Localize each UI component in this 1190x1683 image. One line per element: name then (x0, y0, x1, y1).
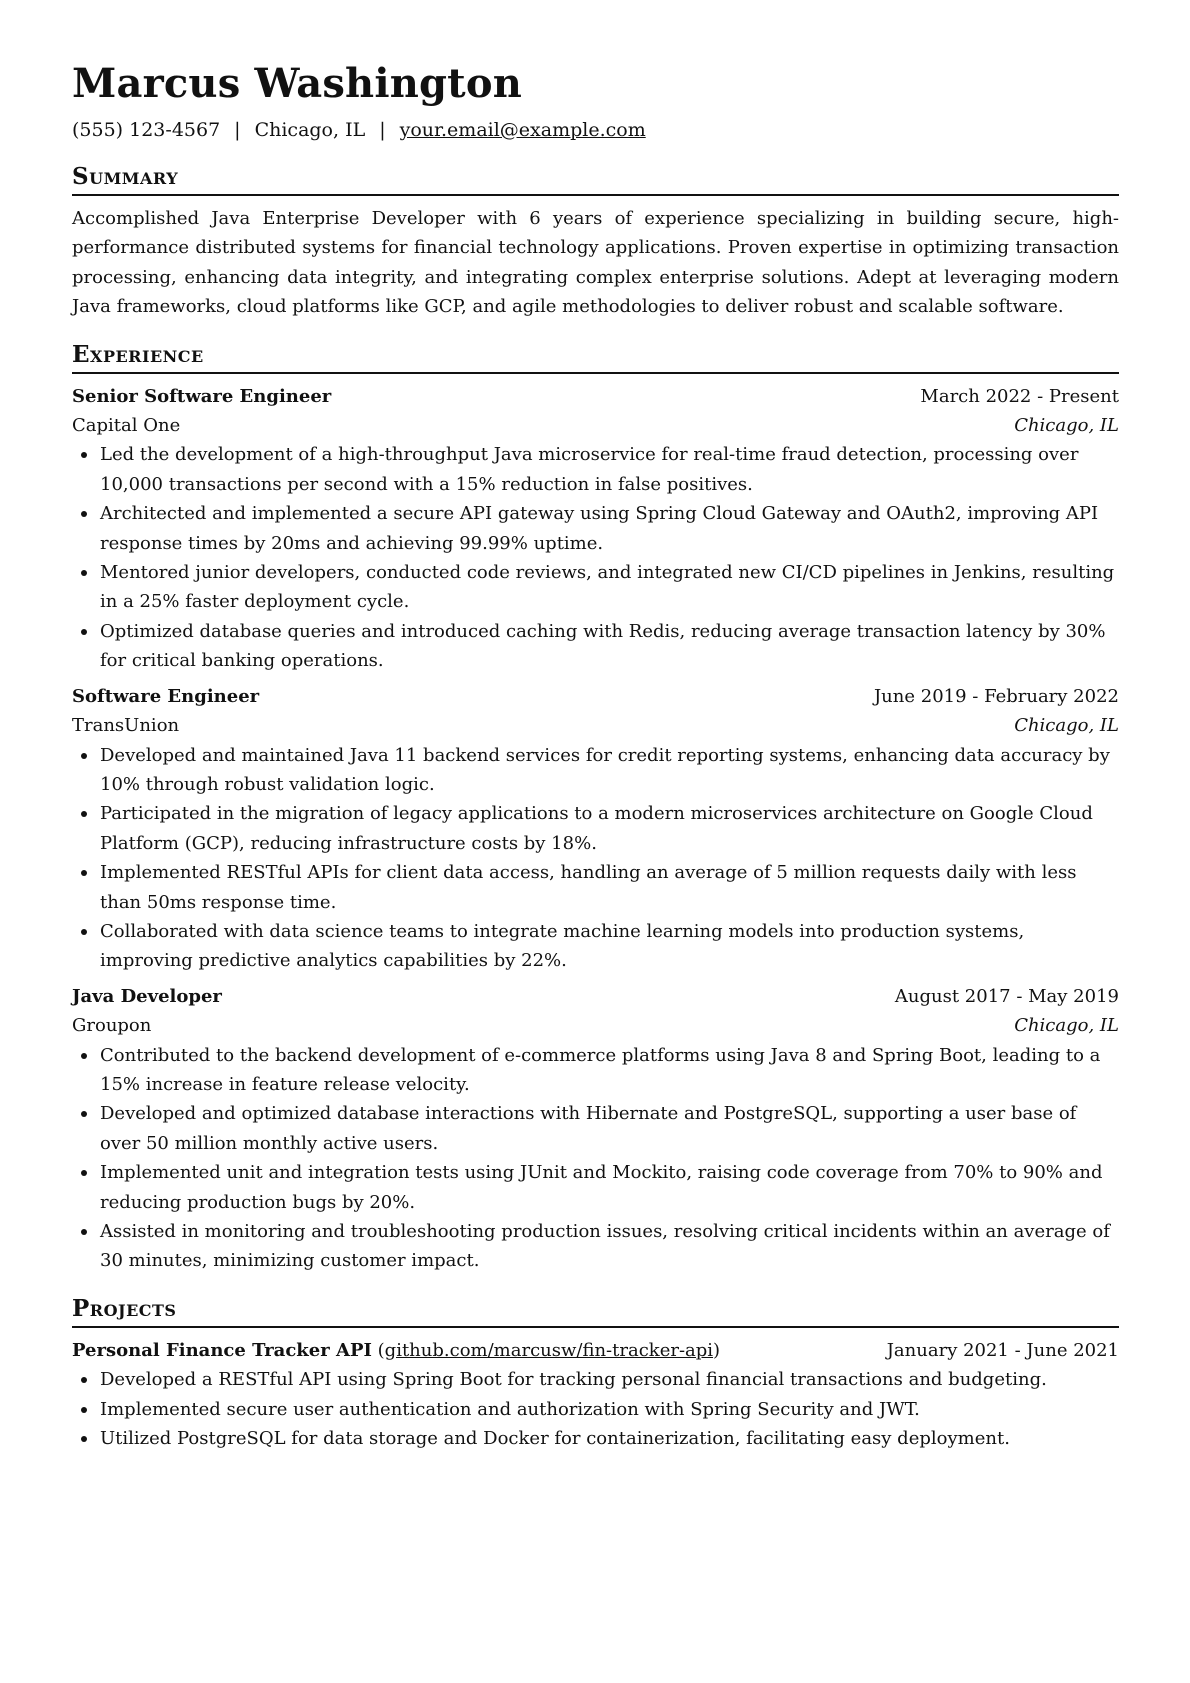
job-company: Groupon (72, 1015, 152, 1037)
project-link-wrapper: (github.com/marcusw/fin-tracker-api) (377, 1339, 721, 1361)
job-location: Chicago, IL (1014, 715, 1119, 737)
resume-page (72, 60, 1119, 1453)
contact-line (72, 116, 1119, 144)
project-bullets (72, 1365, 1119, 1453)
job-role: Java Developer (72, 985, 222, 1007)
list-item: Utilized PostgreSQL for data storage and Docker for containerization, facilitating easy deployment. (72, 1424, 1119, 1453)
summary-text: Accomplished Java Enterprise Developer with 6 years of experience specializing in building secure, high-performance distributed systems for financial technology applications. Proven expertise in optimizing transaction processing, enhancing data integrity, and integrating complex enterprise solutions. Adept at leveraging modern Java frameworks, cloud platforms like GCP, and agile methodologies to deliver robust and scalable software. (72, 208, 1119, 318)
job-entry (72, 982, 1119, 1276)
section-title-projects: Projects (72, 1294, 1119, 1328)
list-item: Participated in the migration of legacy applications to a modern microservices architecture on Google Cloud Platform (GCP), reducing infrastructure costs by 18%. (72, 799, 1119, 858)
job-company: TransUnion (72, 715, 180, 737)
list-item: Developed a RESTful API using Spring Boot for tracking personal financial transactions and budgeting. (72, 1365, 1119, 1394)
job-company: Capital One (72, 415, 181, 437)
list-item: Assisted in monitoring and troubleshooting production issues, resolving critical incidents within an average of 30 minutes, minimizing customer impact. (72, 1217, 1119, 1276)
list-item: Optimized database queries and introduced caching with Redis, reducing average transaction latency by 30% for critical banking operations. (72, 617, 1119, 676)
job-dates: August 2017 - May 2019 (894, 985, 1119, 1007)
project-link[interactable]: github.com/marcusw/fin-tracker-api (384, 1339, 714, 1361)
job-role: Senior Software Engineer (72, 385, 332, 407)
job-location: Chicago, IL (1014, 1015, 1119, 1037)
location: Chicago, IL (254, 119, 366, 141)
list-item: Developed and optimized database interactions with Hibernate and PostgreSQL, supporting a user base of over 50 million monthly active users. (72, 1099, 1119, 1158)
list-item: Implemented unit and integration tests using JUnit and Mockito, raising code coverage from 70% to 90% and reducing production bugs by 20%. (72, 1158, 1119, 1217)
list-item: Developed and maintained Java 11 backend services for credit reporting systems, enhancing data accuracy by 10% through robust validation logic. (72, 741, 1119, 800)
job-bullets (72, 1041, 1119, 1276)
email-link[interactable]: your.email@example.com (399, 119, 646, 141)
job-dates: June 2019 - February 2022 (873, 685, 1119, 707)
project-name: Personal Finance Tracker API (72, 1339, 372, 1361)
job-role: Software Engineer (72, 685, 260, 707)
list-item: Mentored junior developers, conducted code reviews, and integrated new CI/CD pipelines in Jenkins, resulting in a 25% faster deployment cycle. (72, 558, 1119, 617)
project-entry (72, 1336, 1119, 1454)
job-location: Chicago, IL (1014, 415, 1119, 437)
candidate-name: Marcus Washington (72, 60, 523, 107)
job-entry (72, 682, 1119, 976)
list-item: Implemented secure user authentication and authorization with Spring Security and JWT. (72, 1395, 1119, 1424)
project-dates: January 2021 - June 2021 (886, 1339, 1119, 1361)
list-item: Implemented RESTful APIs for client data access, handling an average of 5 million requests daily with less than 50ms response time. (72, 858, 1119, 917)
section-title-experience: Experience (72, 340, 1119, 374)
job-bullets (72, 440, 1119, 675)
job-entry (72, 382, 1119, 676)
job-dates: March 2022 - Present (920, 385, 1119, 407)
section-title-summary: Summary (72, 162, 1119, 196)
separator: | (234, 119, 241, 141)
phone-number: (555) 123-4567 (72, 119, 221, 141)
list-item: Led the development of a high-throughput Java microservice for real-time fraud detection, processing over 10,000 transactions per second with a 15% reduction in false positives. (72, 440, 1119, 499)
separator: | (379, 119, 386, 141)
job-bullets (72, 741, 1119, 976)
list-item: Architected and implemented a secure API gateway using Spring Cloud Gateway and OAuth2, improving API response times by 20ms and achieving 99.99% uptime. (72, 499, 1119, 558)
list-item: Contributed to the backend development of e-commerce platforms using Java 8 and Spring Boot, leading to a 15% increase in feature release velocity. (72, 1041, 1119, 1100)
list-item: Collaborated with data science teams to integrate machine learning models into production systems, improving predictive analytics capabilities by 22%. (72, 917, 1119, 976)
